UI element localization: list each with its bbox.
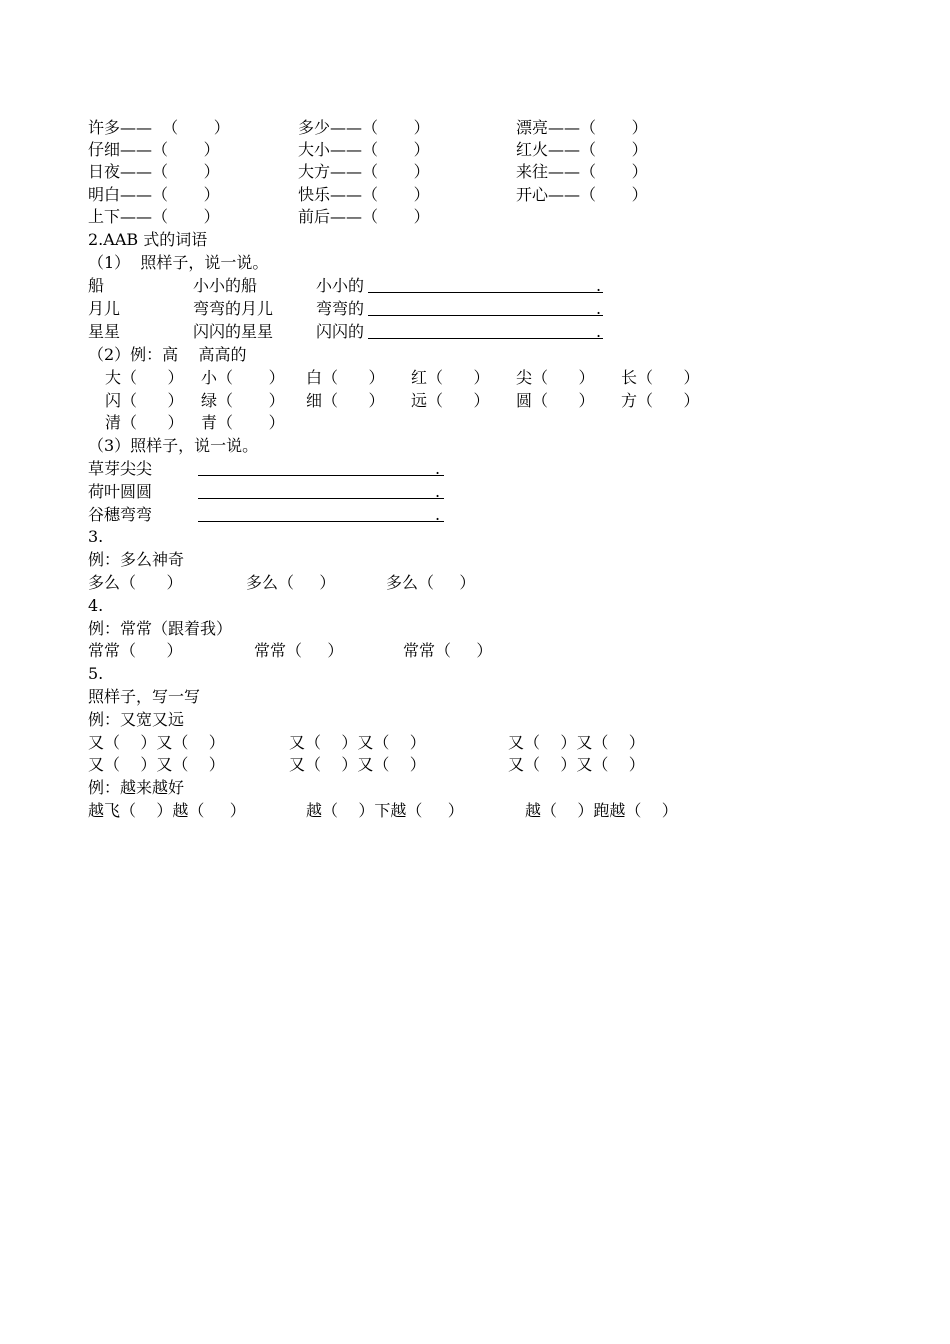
- fill-item: 越（ ）下越（ ）: [306, 801, 464, 820]
- aab-row-2: [88, 298, 628, 320]
- describe-word: 草芽尖尖: [88, 459, 153, 478]
- section-3-items: [88, 572, 476, 594]
- section-2-heading: 2.AAB 式的词语: [88, 230, 208, 249]
- word-item: 明白——（ ）: [88, 185, 220, 204]
- section-4-items: [88, 640, 493, 662]
- fill-item: 清（ ）: [105, 413, 184, 432]
- fill-item: 细（ ）: [306, 391, 385, 410]
- part-1-title: （1） 照样子，说一说。: [88, 253, 269, 272]
- answer-line[interactable]: [368, 292, 603, 293]
- word-item: 仔细——（ ）: [88, 140, 220, 159]
- word-item: 大小——（ ）: [298, 140, 430, 159]
- part-2-title: （2）例：高 高高的: [88, 345, 247, 364]
- word-item: 日夜——（ ）: [88, 162, 220, 181]
- word-row-3: [88, 161, 648, 183]
- word-row-4: [88, 184, 648, 206]
- fill-item: 尖（ ）: [516, 368, 595, 387]
- describe-row-1: [88, 458, 488, 480]
- word-item: 多少——（ ）: [298, 118, 430, 137]
- aab-prefix: 小小的: [316, 276, 365, 295]
- section-3-number: 3.: [88, 527, 104, 546]
- section-5-number: 5.: [88, 664, 104, 683]
- end-mark: .: [596, 322, 602, 341]
- describe-row-2: [88, 481, 488, 503]
- answer-line[interactable]: [368, 315, 603, 316]
- word-item: 前后——（ ）: [298, 207, 430, 226]
- you-row-1: [88, 732, 645, 754]
- fill-item: 方（ ）: [621, 391, 700, 410]
- section-5-example-2: 例：越来越好: [88, 778, 185, 797]
- fill-item: 又（ ）又（ ）: [508, 755, 645, 774]
- answer-line[interactable]: [198, 498, 444, 499]
- fill-item: 多么（ ）: [246, 573, 336, 592]
- end-mark: .: [596, 299, 602, 318]
- fill-item: 越（ ）跑越（ ）: [525, 801, 678, 820]
- fill-item: 闪（ ）: [105, 391, 184, 410]
- answer-line[interactable]: [198, 521, 444, 522]
- word-item: 快乐——（ ）: [298, 185, 430, 204]
- aab-prefix: 弯弯的: [316, 299, 365, 318]
- fill-item: 绿（ ）: [201, 391, 285, 410]
- aab-phrase: 弯弯的月儿: [193, 299, 274, 318]
- aab-row-3: [88, 321, 628, 343]
- fill-item: 长（ ）: [621, 368, 700, 387]
- word-item: 大方——（ ）: [298, 162, 430, 181]
- word-row-1: [88, 117, 648, 139]
- answer-line[interactable]: [368, 338, 603, 339]
- fill-item: 又（ ）又（ ）: [289, 755, 426, 774]
- section-5-example-1: 例：又宽又远: [88, 710, 185, 729]
- aab-fill-row-1: [88, 367, 700, 389]
- you-row-2: [88, 754, 645, 776]
- word-row-2: [88, 139, 648, 161]
- end-mark: .: [596, 276, 602, 295]
- fill-item: 圆（ ）: [516, 391, 595, 410]
- aab-word: 船: [88, 276, 105, 295]
- word-item: 红火——（ ）: [516, 140, 648, 159]
- fill-item: 红（ ）: [411, 368, 490, 387]
- end-mark: .: [435, 505, 441, 524]
- fill-item: 常常（ ）: [254, 641, 344, 660]
- fill-item: 青（ ）: [201, 413, 285, 432]
- section-4-number: 4.: [88, 596, 104, 615]
- yue-row: [88, 800, 678, 822]
- end-mark: .: [435, 482, 441, 501]
- fill-item: 大（ ）: [105, 368, 184, 387]
- aab-fill-row-3: [88, 412, 285, 434]
- word-row-5: [88, 206, 430, 228]
- word-item: 开心——（ ）: [516, 185, 648, 204]
- section-5-instruction: 照样子，写一写: [88, 687, 201, 706]
- describe-word: 谷穗弯弯: [88, 505, 153, 524]
- fill-item: 常常（ ）: [88, 641, 183, 660]
- fill-item: 多么（ ）: [386, 573, 476, 592]
- fill-item: 越飞（ ）越（ ）: [88, 801, 246, 820]
- fill-item: 小（ ）: [201, 368, 285, 387]
- end-mark: .: [435, 459, 441, 478]
- word-item: 来往——（ ）: [516, 162, 648, 181]
- fill-item: 又（ ）又（ ）: [88, 755, 225, 774]
- aab-prefix: 闪闪的: [316, 322, 365, 341]
- aab-word: 月儿: [88, 299, 121, 318]
- section-4-example: 例：常常（跟着我）: [88, 619, 233, 638]
- word-item: 许多—— （ ）: [88, 118, 230, 137]
- aab-fill-row-2: [88, 390, 700, 412]
- fill-item: 白（ ）: [306, 368, 385, 387]
- section-3-example: 例：多么神奇: [88, 550, 185, 569]
- fill-item: 又（ ）又（ ）: [289, 733, 426, 752]
- aab-phrase: 闪闪的星星: [193, 322, 274, 341]
- part-3-title: （3）照样子，说一说。: [88, 436, 259, 455]
- fill-item: 又（ ）又（ ）: [88, 733, 225, 752]
- fill-item: 远（ ）: [411, 391, 490, 410]
- describe-word: 荷叶圆圆: [88, 482, 153, 501]
- aab-row-1: [88, 275, 628, 297]
- aab-word: 星星: [88, 322, 121, 341]
- describe-row-3: [88, 504, 488, 526]
- aab-phrase: 小小的船: [193, 276, 258, 295]
- fill-item: 又（ ）又（ ）: [508, 733, 645, 752]
- fill-item: 多么（ ）: [88, 573, 183, 592]
- word-item: 漂亮——（ ）: [516, 118, 648, 137]
- word-item: 上下——（ ）: [88, 207, 220, 226]
- answer-line[interactable]: [198, 475, 444, 476]
- fill-item: 常常（ ）: [403, 641, 493, 660]
